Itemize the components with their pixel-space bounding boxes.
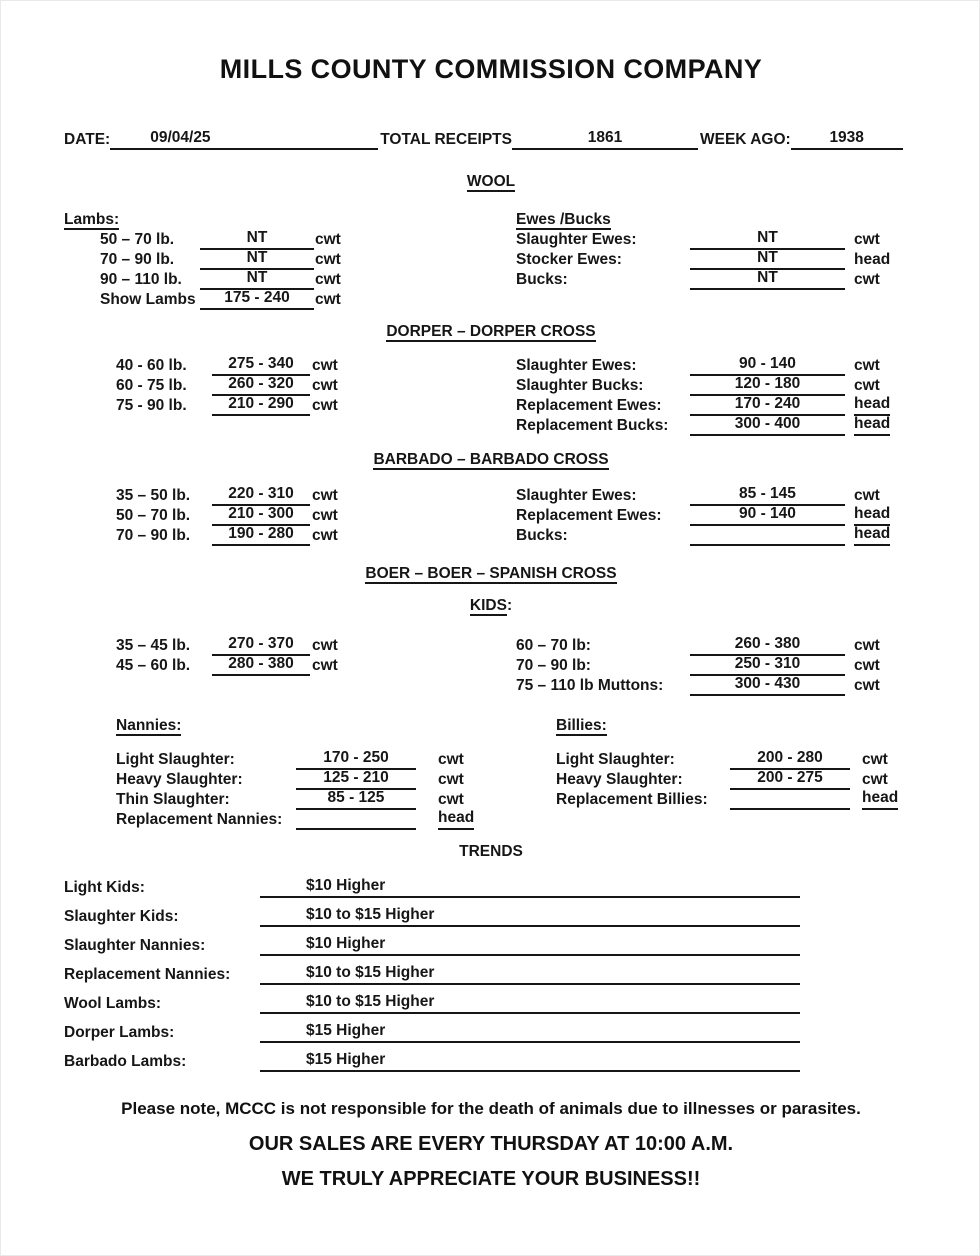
row-unit: cwt: [854, 677, 880, 694]
row-label: Bucks:: [516, 527, 568, 544]
row-label: 50 – 70 lb.: [100, 231, 175, 248]
price-row: [64, 636, 516, 656]
row-value: 210 - 300: [212, 504, 310, 526]
row-label: 45 – 60 lb.: [116, 657, 191, 674]
price-row: [64, 486, 516, 506]
wool-columns: [64, 210, 918, 310]
lambs-heading: [64, 210, 516, 230]
week-ago-value: 1938: [791, 128, 903, 150]
nannies-heading: [116, 716, 516, 736]
row-unit: cwt: [312, 357, 338, 374]
goats-columns: [64, 716, 918, 830]
price-row: [64, 356, 516, 376]
row-unit: head: [862, 788, 898, 810]
ewes-bucks-heading-text: Ewes /Bucks: [516, 211, 611, 228]
row-unit: cwt: [854, 377, 880, 394]
row-unit: head: [854, 414, 890, 436]
trend-label: Dorper Lambs:: [64, 1024, 175, 1041]
price-row: [64, 376, 516, 396]
row-value: 175 - 240: [200, 288, 314, 310]
price-row: [64, 750, 516, 770]
week-ago-label: WEEK AGO:: [699, 131, 791, 148]
row-value: NT: [200, 228, 314, 250]
trend-label: Light Kids:: [64, 879, 145, 896]
price-row: [64, 250, 516, 270]
trend-value: $10 to $15 Higher: [260, 992, 800, 1014]
price-row: [516, 270, 918, 290]
price-row: [516, 506, 918, 526]
row-unit: cwt: [315, 231, 341, 248]
total-receipts-value: 1861: [512, 128, 698, 150]
row-unit: cwt: [854, 637, 880, 654]
trend-row: [64, 1052, 918, 1072]
row-unit: cwt: [315, 291, 341, 308]
trend-row: [64, 994, 918, 1014]
row-label: Slaughter Ewes:: [516, 231, 637, 248]
price-row: [64, 506, 516, 526]
row-unit: cwt: [862, 771, 888, 788]
wool-ewes-bucks-column: [516, 210, 918, 290]
dorper-columns: [64, 356, 918, 436]
row-unit: cwt: [854, 231, 880, 248]
ewes-bucks-heading: [516, 210, 918, 230]
price-row: [516, 750, 918, 770]
row-label: Slaughter Ewes:: [516, 487, 637, 504]
price-row: [516, 250, 918, 270]
total-receipts-label: TOTAL RECEIPTS: [380, 131, 512, 148]
disclaimer-note: Please note, MCCC is not responsible for the death of animals due to illnesses or parasites.: [121, 1099, 861, 1118]
row-label: Replacement Nannies:: [116, 811, 283, 828]
price-row: [516, 376, 918, 396]
row-unit: cwt: [438, 751, 464, 768]
price-row: [64, 230, 516, 250]
price-row: [516, 656, 918, 676]
section-title-wool-text: WOOL: [466, 173, 516, 190]
row-label: Thin Slaughter:: [116, 791, 230, 808]
row-label: 40 - 60 lb.: [116, 357, 187, 374]
kids-columns: [64, 636, 918, 696]
price-row: [64, 526, 516, 546]
row-value: [296, 828, 416, 830]
row-unit: head: [854, 394, 890, 416]
row-unit: cwt: [854, 271, 880, 288]
report-header: [64, 128, 918, 150]
row-label: Bucks:: [516, 271, 568, 288]
row-value: 120 - 180: [690, 374, 845, 396]
row-label: Stocker Ewes:: [516, 251, 622, 268]
trend-row: [64, 878, 918, 898]
kids-heading: [64, 596, 918, 616]
trend-label: Barbado Lambs:: [64, 1053, 187, 1070]
row-label: 70 – 90 lb:: [516, 657, 591, 674]
kids-heavy-column: [516, 636, 918, 696]
trend-value: $15 Higher: [260, 1021, 800, 1043]
row-unit: cwt: [854, 487, 880, 504]
row-label: Replacement Ewes:: [516, 507, 662, 524]
section-title-boer-text: BOER – BOER – SPANISH CROSS: [365, 565, 617, 582]
section-title-barbado: [64, 450, 918, 470]
row-value: 90 - 140: [690, 354, 845, 376]
trend-label: Replacement Nannies:: [64, 966, 231, 983]
row-unit: cwt: [854, 357, 880, 374]
row-label: Light Slaughter:: [116, 751, 235, 768]
price-row: [516, 356, 918, 376]
date-label: DATE:: [64, 131, 111, 148]
thanks-line: WE TRULY APPRECIATE YOUR BUSINESS!!: [281, 1168, 701, 1190]
row-unit: cwt: [862, 751, 888, 768]
trend-label: Slaughter Nannies:: [64, 937, 206, 954]
row-label: 60 - 75 lb.: [116, 377, 187, 394]
row-value: NT: [200, 268, 314, 290]
row-label: 70 – 90 lb.: [100, 251, 175, 268]
price-row: [64, 290, 516, 310]
row-value: 260 - 320: [212, 374, 310, 396]
row-unit: cwt: [312, 397, 338, 414]
row-value: 85 - 145: [690, 484, 845, 506]
kids-heading-colon: :: [506, 597, 513, 614]
row-unit: cwt: [312, 507, 338, 524]
row-label: Light Slaughter:: [556, 751, 675, 768]
row-unit: head: [854, 524, 890, 546]
row-unit: head: [854, 504, 890, 526]
trend-row: [64, 1023, 918, 1043]
wool-lambs-column: [64, 210, 516, 310]
trend-label: Wool Lambs:: [64, 995, 162, 1012]
billies-column: [516, 716, 918, 810]
price-row: [516, 416, 918, 436]
row-unit: head: [854, 251, 891, 268]
sales-announcement: OUR SALES ARE EVERY THURSDAY AT 10:00 A.M.: [248, 1133, 734, 1155]
row-unit: cwt: [315, 251, 341, 268]
row-value: 275 - 340: [212, 354, 310, 376]
date-value: 09/04/25: [110, 128, 378, 150]
row-value: 280 - 380: [212, 654, 310, 676]
row-label: 50 – 70 lb.: [116, 507, 191, 524]
price-row: [64, 790, 516, 810]
trend-value: $10 Higher: [260, 934, 800, 956]
row-label: 90 – 110 lb.: [100, 271, 182, 288]
trend-row: [64, 907, 918, 927]
row-label: 60 – 70 lb:: [516, 637, 591, 654]
price-row: [516, 636, 918, 656]
trends-block: [64, 878, 918, 1072]
row-label: 35 – 50 lb.: [116, 487, 191, 504]
price-row: [516, 486, 918, 506]
barbado-classes-column: [516, 486, 918, 546]
row-value: 200 - 280: [730, 748, 850, 770]
row-label: Slaughter Bucks:: [516, 377, 644, 394]
row-label: Replacement Billies:: [556, 791, 708, 808]
trend-value: $10 Higher: [260, 876, 800, 898]
row-label: Replacement Ewes:: [516, 397, 662, 414]
price-row: [516, 790, 918, 810]
row-label: Replacement Bucks:: [516, 417, 669, 434]
trend-value: $10 to $15 Higher: [260, 905, 800, 927]
row-value: 125 - 210: [296, 768, 416, 790]
row-label: Heavy Slaughter:: [116, 771, 243, 788]
billies-heading: [556, 716, 918, 736]
row-label: Heavy Slaughter:: [556, 771, 683, 788]
section-title-boer: [64, 564, 918, 584]
dorper-classes-column: [516, 356, 918, 436]
row-value: NT: [690, 228, 845, 250]
kids-weights-column: [64, 636, 516, 676]
section-title-dorper-text: DORPER – DORPER CROSS: [386, 323, 596, 340]
row-value: NT: [200, 248, 314, 270]
dorper-weights-column: [64, 356, 516, 416]
price-row: [516, 230, 918, 250]
row-value: 170 - 240: [690, 394, 845, 416]
barbado-weights-column: [64, 486, 516, 546]
nannies-column: [64, 716, 516, 830]
price-row: [64, 810, 516, 830]
row-value: 90 - 140: [690, 504, 845, 526]
row-value: 170 - 250: [296, 748, 416, 770]
row-value: 190 - 280: [212, 524, 310, 546]
trend-row: [64, 965, 918, 985]
kids-heading-text: KIDS: [469, 597, 507, 614]
row-value: NT: [690, 268, 845, 290]
price-row: [516, 676, 918, 696]
row-value: [690, 544, 845, 546]
row-label: 35 – 45 lb.: [116, 637, 191, 654]
row-value: 210 - 290: [212, 394, 310, 416]
price-row: [64, 656, 516, 676]
trend-value: $15 Higher: [260, 1050, 800, 1072]
section-title-dorper: [64, 322, 918, 342]
row-unit: cwt: [854, 657, 880, 674]
row-value: 250 - 310: [690, 654, 845, 676]
page-title: MILLS COUNTY COMMISSION COMPANY: [219, 54, 763, 84]
nannies-heading-text: Nannies:: [116, 717, 182, 734]
row-value: 300 - 400: [690, 414, 845, 436]
row-value: 220 - 310: [212, 484, 310, 506]
row-value: 270 - 370: [212, 634, 310, 656]
row-label: 70 – 90 lb.: [116, 527, 191, 544]
row-label: 75 – 110 lb Muttons:: [516, 677, 664, 694]
row-unit: cwt: [312, 377, 338, 394]
row-label: 75 - 90 lb.: [116, 397, 187, 414]
price-row: [516, 770, 918, 790]
row-unit: cwt: [312, 487, 338, 504]
trends-title: TRENDS: [459, 843, 523, 860]
row-unit: cwt: [312, 527, 338, 544]
price-row: [64, 770, 516, 790]
row-value: NT: [690, 248, 845, 270]
section-title-barbado-text: BARBADO – BARBADO CROSS: [373, 451, 609, 468]
billies-heading-text: Billies:: [556, 717, 607, 734]
row-unit: head: [438, 808, 474, 830]
row-unit: cwt: [438, 771, 464, 788]
trend-value: $10 to $15 Higher: [260, 963, 800, 985]
row-value: 85 - 125: [296, 788, 416, 810]
row-value: 200 - 275: [730, 768, 850, 790]
section-title-wool: [64, 172, 918, 192]
row-label: Show Lambs: [100, 291, 196, 308]
price-row: [516, 396, 918, 416]
row-unit: cwt: [438, 791, 464, 808]
trend-label: Slaughter Kids:: [64, 908, 179, 925]
row-unit: cwt: [312, 657, 338, 674]
row-value: 260 - 380: [690, 634, 845, 656]
row-unit: cwt: [312, 637, 338, 654]
barbado-columns: [64, 486, 918, 546]
row-value: [730, 808, 850, 810]
price-row: [64, 396, 516, 416]
row-label: Slaughter Ewes:: [516, 357, 637, 374]
row-value: 300 - 430: [690, 674, 845, 696]
row-unit: cwt: [315, 271, 341, 288]
price-row: [64, 270, 516, 290]
lambs-heading-text: Lambs:: [64, 211, 120, 228]
trend-row: [64, 936, 918, 956]
price-row: [516, 526, 918, 546]
